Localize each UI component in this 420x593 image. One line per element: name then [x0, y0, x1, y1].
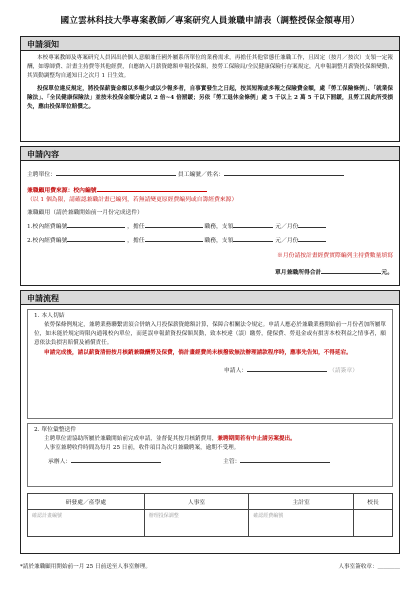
months-note: ※月份請按計畫經費實際編列主持費數量填寫 — [277, 253, 393, 259]
applicant-signature-field[interactable] — [247, 364, 327, 372]
footer — [20, 562, 400, 570]
item-1-amount-field[interactable] — [233, 220, 273, 228]
item-label: 兼職顧用（請於兼職開始前一月份完成送件） — [27, 210, 143, 216]
fund-source-row: 兼職顧用費來源：校內編號 — [21, 184, 399, 196]
approval-header-hr: 人事室 — [144, 494, 249, 510]
item-row-2: 2.校內經費編號 ，擔任 職務，支領 元／月份 — [21, 234, 399, 246]
notice-paragraph-1: 本校專案教師及專案研究人員因出於個人意願兼任國外屬系所單位的業務需求，再擔任其他常態任兼職工作，且固定（按月／按次）支領一定報酬，如導師費、計畫主持費等其他經費，自應納入月薪資總額申報投保額，按勞工保險局/全民健康保險行存案規定，凡申報調整月薪資投保額變動，其異動調整均自通知日之次月 1 日生效。 — [27, 55, 393, 80]
item-2-months-field[interactable] — [298, 234, 326, 242]
approval-header-president: 校長 — [353, 494, 392, 510]
unit-submit-deadline: 人事室兼聘收件時間為每月 25 日前，收件項目為次月兼職聘案，逾期不受理。 — [44, 445, 240, 452]
hr-receipt-stamp: 人事室簽收章：＿＿＿＿ — [338, 564, 400, 570]
pledge-box — [27, 309, 393, 419]
handler-field[interactable] — [71, 455, 161, 463]
item-2-fund-field[interactable] — [67, 234, 125, 242]
unit-field[interactable] — [56, 168, 176, 176]
applicant-sign-row: 申請人： （請簽章） — [28, 364, 392, 376]
flow-heading: 申請流程 — [21, 291, 399, 305]
item-row-1: 1.校內經費編號 ，擔任 職務，支領 元／月份 — [21, 220, 399, 232]
flow-section — [20, 290, 400, 554]
footer-note: *請於兼職顧用開始前一月 25 日前送至人事室辦理。 — [20, 564, 151, 570]
item-1-job-field[interactable] — [145, 220, 203, 228]
item-1-months-field[interactable] — [298, 220, 326, 228]
notice-heading: 申請須知 — [21, 37, 399, 51]
approval-cell-hr[interactable]: 辦理投保調整 — [144, 510, 249, 537]
approval-cell-accounting[interactable]: 確認經費編號 — [249, 510, 354, 537]
total-field[interactable] — [321, 266, 381, 274]
unit-submit-box — [27, 423, 393, 487]
pledge-red-text: 申請完成後，請以薪資清冊按月核銷兼職酬勞及保費，倘計畫經費尚未核撥致無法辦理請款程序時，應事先告知，不得延宕。 — [44, 349, 352, 356]
handler-row: 承辦人： 主管： — [28, 455, 392, 467]
staff-id-name-field[interactable] — [224, 168, 344, 176]
content-heading: 申請內容 — [21, 147, 399, 161]
approval-cell-rd[interactable]: 確認計畫編號 — [28, 510, 145, 537]
notice-section — [20, 36, 400, 142]
unit-submit-text: 主聘單位需協助所屬於兼職開始前完成申請，並督促其按月核銷費用，兼聘期間若有中止請另案提出。 — [44, 436, 296, 442]
pledge-text: 依勞保條例規定，兼聘業務聯繫需須合併納入月投保薪資總額計算，保障合相關法令規定。申請人應必於兼職業務開始前一月份者加所屬單位，如未能於規定時限內通報校內單位，而延誤申報薪資投保額異動，致本校違（誤）繳勞，健保費、勞退金或有損害本校利益之情事者，願意依法負損害賠償及補償責任。 — [34, 322, 386, 347]
item-2-amount-field[interactable] — [233, 234, 273, 242]
applicant-row: 主聘單位： 員工編號／姓名： — [21, 168, 399, 180]
unit-submit-title: 2. 單位彙整送件 — [34, 427, 77, 433]
approval-header-rd: 研發處／產學處 — [28, 494, 145, 510]
notice-paragraph-2: 投保單位違反規定，將投保薪資金額以多報少或以少報多者，自事實發生之日起，按其短報或多報之保險費金額，處「勞工保險條例」、「就業保險法」、「全民健康保險法」並按未投保金額分處以 2 倍~4 倍罰鍰；另依「勞工退休金條例」處 5 千以上 2 萬 5 千以下罰鍰，且勞工因此所受損失，應由投保單位賠償之。 — [27, 85, 393, 111]
fund-note: （以 1 個為限，請確認兼職計畫已編列，若無請變更原經費編列或自籌經費來源） — [27, 197, 238, 203]
pledge-title: 1. 本人切結 — [34, 313, 65, 319]
approval-cell-president[interactable] — [353, 510, 392, 537]
approval-table — [27, 493, 393, 537]
item-2-job-field[interactable] — [145, 234, 203, 242]
fund-number-field[interactable] — [97, 184, 207, 192]
item-1-fund-field[interactable] — [67, 220, 125, 228]
chief-field[interactable] — [240, 455, 330, 463]
content-section — [20, 146, 400, 286]
approval-header-accounting: 主計室 — [249, 494, 354, 510]
total-row: 單月兼職所得合計 元。 — [21, 266, 399, 278]
document-title: 國立雲林科技大學專案教師／專案研究人員兼職申請表（調整授保金額專用） — [60, 16, 360, 26]
